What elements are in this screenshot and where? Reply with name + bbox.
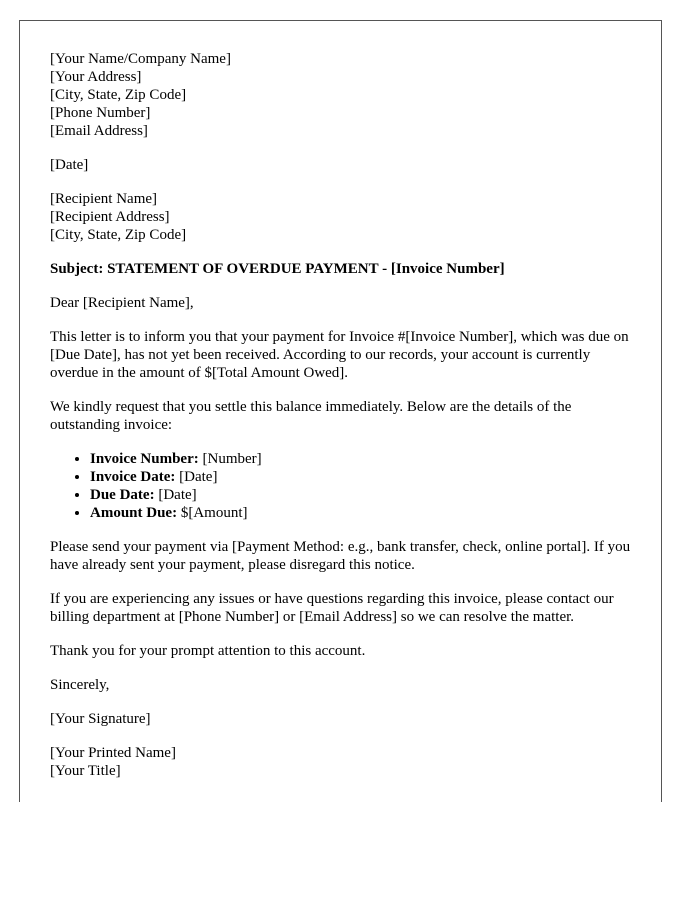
detail-label: Due Date: <box>90 487 155 503</box>
subject-line: Subject: STATEMENT OF OVERDUE PAYMENT - [Invoice Number] <box>50 261 505 277</box>
invoice-details-list <box>50 450 640 522</box>
recipient-block <box>50 190 640 244</box>
detail-label: Invoice Number: <box>90 451 199 467</box>
date-block <box>50 156 640 174</box>
letter-body <box>50 50 640 780</box>
payment-method-paragraph: Please send your payment via [Payment Method: e.g., bank transfer, check, online portal]. If you have already sent your payment, please disregard this notice. <box>50 539 631 573</box>
detail-value: $[Amount] <box>177 505 248 521</box>
signer-block <box>50 744 640 780</box>
signer-title: [Your Title] <box>50 763 121 779</box>
detail-value: [Number] <box>198 451 262 467</box>
salutation: Dear [Recipient Name], <box>50 295 194 311</box>
recipient-name: [Recipient Name] <box>50 191 158 207</box>
detail-value: [Date] <box>175 469 218 485</box>
signature: [Your Signature] <box>50 711 151 727</box>
sender-address: [Your Address] <box>50 69 142 85</box>
detail-label: Invoice Date: <box>90 469 176 485</box>
list-item <box>90 450 640 468</box>
sender-email: [Email Address] <box>50 123 148 139</box>
sender-name: [Your Name/Company Name] <box>50 51 231 67</box>
sender-phone: [Phone Number] <box>50 105 151 121</box>
letter-date: [Date] <box>50 157 89 173</box>
detail-value: [Date] <box>154 487 197 503</box>
sender-city-state-zip: [City, State, Zip Code] <box>50 87 187 103</box>
recipient-address: [Recipient Address] <box>50 209 170 225</box>
sender-block <box>50 50 640 140</box>
list-item <box>90 504 640 522</box>
detail-label: Amount Due: <box>90 505 178 521</box>
printed-name: [Your Printed Name] <box>50 745 176 761</box>
closing: Sincerely, <box>50 677 110 693</box>
letter-page <box>19 20 662 802</box>
list-item <box>90 468 640 486</box>
thanks-paragraph: Thank you for your prompt attention to this account. <box>50 643 366 659</box>
list-item <box>90 486 640 504</box>
intro-paragraph: This letter is to inform you that your payment for Invoice #[Invoice Number], which was due on [Due Date], has not yet been received. According to our records, your account is currently overdue in the amount of $[Total Amount Owed]. <box>50 329 629 381</box>
request-paragraph: We kindly request that you settle this balance immediately. Below are the details of the outstanding invoice: <box>50 399 572 433</box>
contact-paragraph: If you are experiencing any issues or have questions regarding this invoice, please contact our billing department at [Phone Number] or [Email Address] so we can resolve the matter. <box>50 591 614 625</box>
recipient-city-state-zip: [City, State, Zip Code] <box>50 227 187 243</box>
